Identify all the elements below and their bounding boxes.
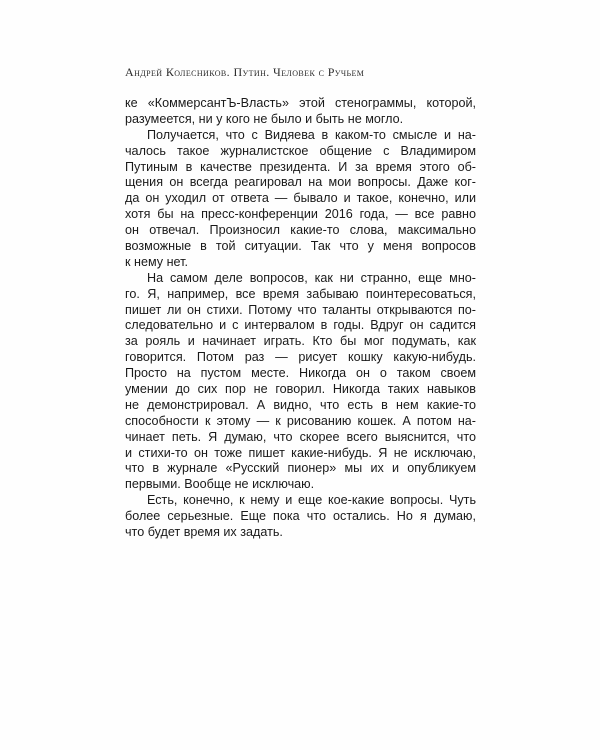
text-line: щения он всегда реагировал на мои вопросы. Даже ког-: [125, 175, 476, 190]
text-line: следовательно и с интервалом в годы. Вдруг он садится: [125, 318, 476, 333]
text-line: чалось такое журналистское общение с Владимиром: [125, 143, 476, 158]
paragraph-4: [125, 493, 476, 541]
paragraph-1: [125, 96, 476, 128]
header-author: Андрей Колесников.: [125, 65, 231, 79]
text-line: Получается, что с Видяева в каком-то смысле и на-: [147, 127, 476, 142]
text-line: что в журнале «Русский пионер» мы их и опубликуем: [125, 461, 476, 476]
text-line: да он уходил от ответа — бывало и такое, конечно, или: [125, 191, 476, 206]
text-line: Просто на пустом месте. Никогда он о таком своем: [125, 366, 476, 381]
text-line: го. Я, например, все время забываю поинтересоваться,: [125, 286, 476, 301]
text-line: пишет ли он стихи. Потому что таланты открываются по-: [125, 302, 476, 317]
text-line: возможные в той ситуации. Так что у меня вопросов: [125, 239, 476, 254]
text-line: умении до сих пор не говорил. Никогда таких навыков: [125, 382, 476, 397]
text-line: более серьезные. Еще пока что остались. Но я думаю,: [125, 509, 476, 524]
text-line: за рояль и начинает играть. Кто бы мог подумать, как: [125, 334, 476, 349]
text-line: он отвечал. Произносил какие-то слова, максимально: [125, 223, 476, 238]
text-line: ке «КоммерсантЪ-Власть» этой стенограммы, которой,: [125, 96, 476, 110]
text-line: не демонстрировал. А видно, что есть в нем какие-то: [125, 397, 476, 412]
text-line: что будет время их задать.: [125, 525, 283, 540]
text-line: способности к этому — к рисованию кошек. А потом на-: [125, 413, 476, 428]
text-line: к нему нет.: [125, 254, 188, 269]
running-header: [125, 65, 364, 80]
header-title: Путин. Человек с Ручьем: [233, 65, 365, 79]
text-line: первыми. Вообще не исключаю.: [125, 477, 315, 492]
paragraph-2: [125, 128, 476, 271]
paragraph-3: [125, 271, 476, 493]
text-line: На самом деле вопросов, как ни странно, еще мно-: [147, 270, 476, 285]
text-line: чинает петь. Я думаю, что скорее всего выяснится, что: [125, 429, 476, 444]
text-line: говорится. Потом раз — рисует кошку какую-нибудь.: [125, 350, 476, 365]
text-line: и стихи-то он тоже пишет какие-нибудь. Я не исключаю,: [125, 445, 476, 460]
text-line: хотя бы на пресс-конференции 2016 года, — все равно: [125, 207, 476, 222]
text-line: Есть, конечно, к нему и еще кое-какие вопросы. Чуть: [147, 493, 476, 508]
body-text: [125, 96, 476, 541]
text-line: разумеется, ни у кого не было и быть не могло.: [125, 111, 404, 126]
text-line: Путиным в качестве президента. И за время этого об-: [125, 159, 476, 174]
